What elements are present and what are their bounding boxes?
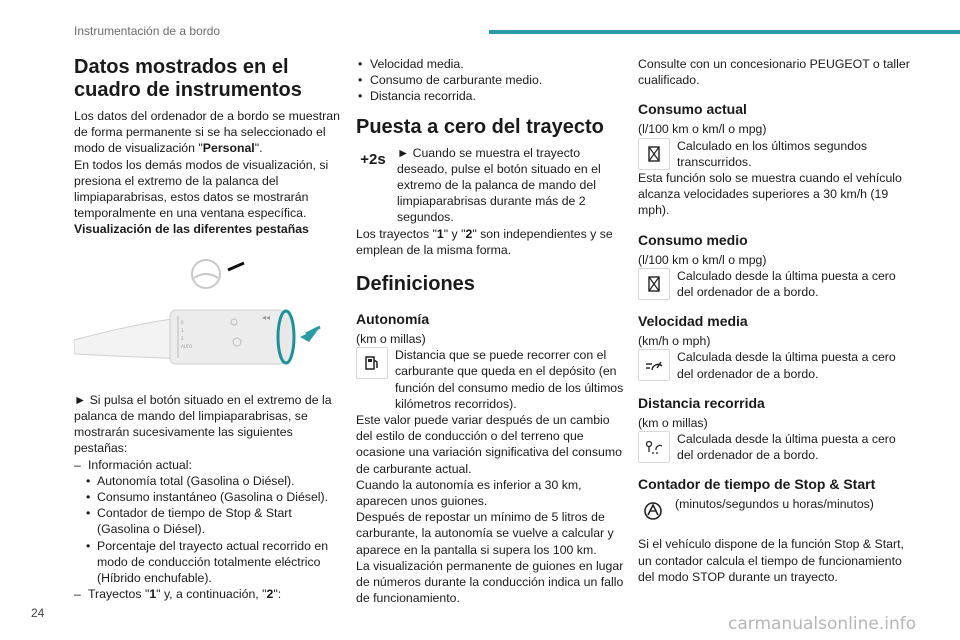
consumo-actual-note: Esta función solo se muestra cuando el vehículo alcanza velocidades superiores a 30 km/h (19 mph). (638, 171, 902, 218)
svg-text:1: 1 (181, 327, 184, 333)
distance-icon (638, 431, 670, 463)
reset-paragraph-2: Los trayectos "1" y "2" son independientes y se emplean de la misma forma. (356, 226, 613, 257)
column-2 (356, 56, 624, 606)
reset-2s-icon: +2s (356, 145, 390, 175)
stop-start-paragraph: Si el vehículo dispone de la función Stop & Start, un contador calcula el tiempo de funcionamiento del modo STOP durante un trayecto. (638, 537, 904, 584)
column-1 (74, 56, 344, 602)
list-item: • Contador de tiempo de Stop & Start (Gasolina o Diésel). (86, 505, 344, 537)
consumo-medio-desc: Calculado desde la última puesta a cero del ordenador de a bordo. (677, 268, 896, 300)
fuel-pump-icon (356, 347, 388, 379)
subtitle-autonomia: Autonomía (356, 311, 430, 328)
header-accent-bar (489, 30, 960, 34)
subtitle-consumo-actual: Consumo actual (638, 101, 747, 118)
list-item: • Porcentaje del trayecto actual recorrido en modo de conducción totalmente eléctrico (Híbrido enchufable). (86, 538, 344, 587)
svg-text:0: 0 (181, 319, 184, 325)
watermark: carmanualsonline.info (728, 614, 917, 634)
autonomia-paragraph-3: Cuando la autonomía es inferior a 30 km, aparecen unos guiones. (356, 477, 582, 509)
velocidad-unit: (km/h o mph) (638, 334, 711, 349)
fuel-gauge-icon (638, 138, 670, 170)
consumo-actual-row (638, 138, 910, 170)
page-number: 24 (31, 606, 45, 620)
distancia-unit: (km o millas) (638, 415, 708, 430)
stop-start-row (638, 496, 910, 526)
autonomia-row (356, 347, 624, 412)
consumo-medio-unit: (l/100 km o km/l o mpg) (638, 252, 767, 267)
fuel-gauge-icon (638, 268, 670, 300)
subtitle-velocidad-media: Velocidad media (638, 313, 748, 330)
paragraph-pestanas-intro: ► Si pulsa el botón situado en el extremo de la palanca de mando del limpiaparabrisas, se mostrarán sucesivamente las siguientes pestañas: (74, 392, 332, 456)
consult-paragraph: Consulte con un concesionario PEUGEOT o taller cualificado. (638, 57, 910, 88)
column-3 (638, 56, 910, 585)
list-item: • Velocidad media. (356, 56, 624, 72)
consumo-actual-unit: (l/100 km o km/l o mpg) (638, 122, 767, 137)
header-section-title: Instrumentación de a bordo (74, 24, 221, 38)
velocidad-row (638, 349, 910, 381)
stop-start-icon (638, 496, 668, 526)
list-item: • Autonomía total (Gasolina o Diésel). (86, 473, 344, 489)
autonomia-unit: (km o millas) (356, 332, 426, 347)
wiper-stalk-illustration (74, 250, 344, 376)
autonomia-paragraph-2: Este valor puede variar después de un cambio del estilo de conducción o del terreno que ocasione una variación significativa del consumo de carburante actual. (356, 413, 622, 476)
svg-text:AUTO: AUTO (181, 343, 193, 349)
subtitle-stop-start: Contador de tiempo de Stop & Start (638, 476, 876, 493)
trip-bullet-list (356, 56, 624, 105)
list-item: • Distancia recorrida. (356, 88, 624, 104)
reset-paragraph-1-start: ► Cuando se muestra el trayecto deseado, pulse el botón situado en el extremo de la palanca de mando del limpiaparabrisas durante más de 2 segundos. (397, 145, 601, 225)
tabs-heading: Visualización de las diferentes pestañas (74, 222, 309, 237)
speed-icon (638, 349, 670, 381)
dash-item-trayectos: – Trayectos "1" y, a continuación, "2": (74, 586, 344, 602)
distancia-desc: Calculada desde la última puesta a cero del ordenador de a bordo. (677, 432, 896, 463)
consumo-medio-row (638, 268, 910, 300)
distancia-row (638, 431, 910, 463)
section-title-definiciones: Definiciones (356, 273, 475, 296)
consumo-actual-desc: Calculado en los últimos segundos transcurridos. (677, 138, 868, 169)
reset-row (356, 145, 624, 226)
stop-start-unit: (minutos/segundos u horas/minutos) (675, 497, 874, 512)
autonomia-paragraph-5: La visualización permanente de guiones en lugar de números durante la conducción indica un fallo de funcionamiento. (356, 558, 624, 606)
svg-text:2: 2 (181, 335, 184, 341)
autonomia-paragraph-4: Después de repostar un mínimo de 5 litros de carburante, la autonomía se vuelve a calcular y aparece en la pantalla si supera los 100 km. (356, 510, 614, 557)
paragraph-datos-2: En todos los demás modos de visualización, si presiona el extremo de la palanca del limpiaparabrisas, estos datos se mostrarán temporalmente en una ventana específica. (74, 157, 329, 221)
paragraph-datos-1: Los datos del ordenador de a bordo se muestran de forma permanente si se ha seleccionado el modo de visualización "Personal". (74, 109, 340, 156)
subtitle-consumo-medio: Consumo medio (638, 231, 748, 248)
svg-text:◂◂: ◂◂ (262, 312, 271, 322)
section-title-datos: Datos mostrados en el cuadro de instrumentos (74, 56, 302, 101)
autonomia-paragraph-1: Distancia que se puede recorrer con el carburante que queda en el depósito (en función del consumo medio de los últimos kilómetros recorridos). (395, 348, 624, 411)
dash-item-informacion: – Información actual: (74, 457, 344, 473)
list-item: • Consumo de carburante medio. (356, 72, 624, 88)
subtitle-distancia: Distancia recorrida (638, 394, 765, 411)
section-title-puesta-cero: Puesta a cero del trayecto (356, 115, 604, 138)
list-item: • Consumo instantáneo (Gasolina o Diésel). (86, 489, 344, 505)
velocidad-desc: Calculada desde la última puesta a cero del ordenador de a bordo. (677, 350, 896, 381)
info-sub-list (74, 473, 344, 586)
